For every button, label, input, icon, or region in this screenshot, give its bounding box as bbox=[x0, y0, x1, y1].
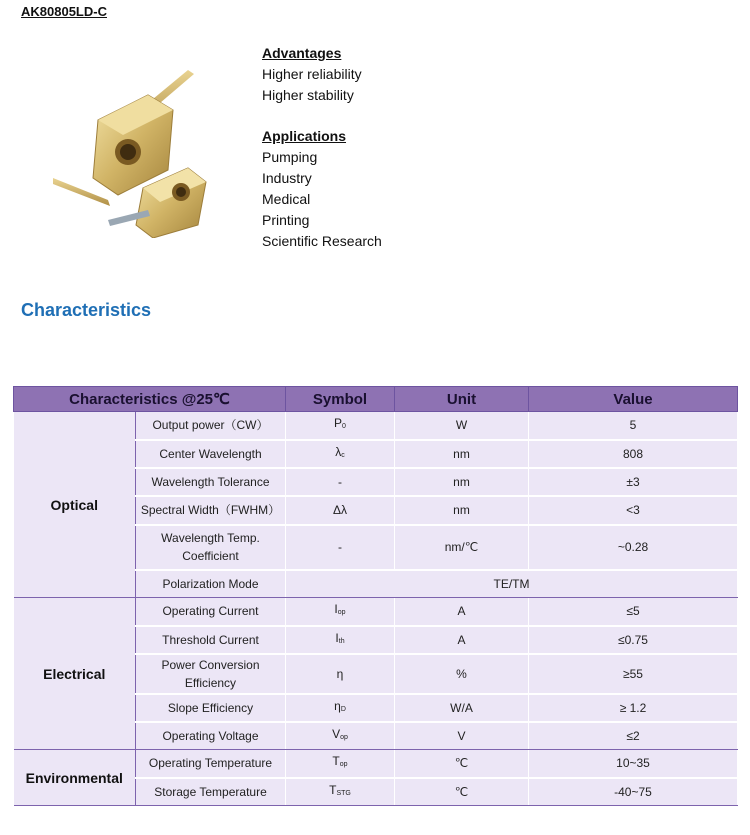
unit-cell: nm bbox=[395, 468, 529, 496]
application-item: Pumping bbox=[262, 149, 318, 165]
param-cell: Slope Efficiency bbox=[136, 694, 286, 722]
unit-cell: W bbox=[395, 412, 529, 440]
polarization-value-cell: TE/TM bbox=[286, 570, 738, 598]
param-cell: Output power（CW） bbox=[136, 412, 286, 440]
application-item: Medical bbox=[262, 191, 311, 207]
advantages-heading: Advantages bbox=[262, 45, 342, 61]
unit-cell: W/A bbox=[395, 694, 529, 722]
table-header-row bbox=[14, 387, 738, 412]
param-cell: Operating Voltage bbox=[136, 722, 286, 750]
category-electrical: Electrical bbox=[14, 598, 136, 750]
value-cell: ≥ 1.2 bbox=[529, 694, 738, 722]
unit-cell: ℃ bbox=[395, 778, 529, 806]
symbol-cell: Δλ bbox=[286, 496, 395, 525]
value-cell: 5 bbox=[529, 412, 738, 440]
category-optical: Optical bbox=[14, 412, 136, 598]
param-cell: Wavelength Tolerance bbox=[136, 468, 286, 496]
symbol-cell: - bbox=[286, 468, 395, 496]
symbol-cell: Iop bbox=[286, 598, 395, 626]
param-cell: Polarization Mode bbox=[136, 570, 286, 598]
table-row bbox=[14, 598, 738, 626]
section-title: Characteristics bbox=[21, 300, 152, 320]
param-cell: Storage Temperature bbox=[136, 778, 286, 806]
header-characteristics: Characteristics @25℃ bbox=[14, 387, 286, 412]
symbol-cell: P0 bbox=[286, 412, 395, 440]
unit-cell: ℃ bbox=[395, 750, 529, 778]
applications-section bbox=[262, 126, 382, 252]
symbol-cell: TSTG bbox=[286, 778, 395, 806]
symbol-cell: Vop bbox=[286, 722, 395, 750]
applications-heading: Applications bbox=[262, 128, 347, 144]
value-cell: 808 bbox=[529, 440, 738, 468]
advantage-item: Higher stability bbox=[262, 87, 354, 103]
symbol-cell: - bbox=[286, 525, 395, 570]
unit-cell: V bbox=[395, 722, 529, 750]
param-cell: Center Wavelength bbox=[136, 440, 286, 468]
value-cell: -40~75 bbox=[529, 778, 738, 806]
unit-cell: nm bbox=[395, 440, 529, 468]
model-number: AK80805LD-C bbox=[21, 4, 107, 19]
value-cell: ±3 bbox=[529, 468, 738, 496]
advantage-item: Higher reliability bbox=[262, 66, 362, 82]
application-item: Industry bbox=[262, 170, 312, 186]
advantages-section bbox=[262, 43, 382, 106]
unit-cell: A bbox=[395, 598, 529, 626]
unit-cell: % bbox=[395, 654, 529, 694]
param-cell: Operating Temperature bbox=[136, 750, 286, 778]
characteristics-table bbox=[13, 386, 738, 806]
symbol-cell: η bbox=[286, 654, 395, 694]
header-symbol: Symbol bbox=[286, 387, 395, 412]
header-unit: Unit bbox=[395, 387, 529, 412]
application-item: Printing bbox=[262, 212, 310, 228]
param-cell: Threshold Current bbox=[136, 626, 286, 654]
value-cell: 10~35 bbox=[529, 750, 738, 778]
category-environmental: Environmental bbox=[14, 750, 136, 806]
param-cell: Wavelength Temp. Coefficient bbox=[136, 525, 286, 570]
symbol-cell: Top bbox=[286, 750, 395, 778]
laser-diode-product-image bbox=[48, 60, 208, 238]
value-cell: ≤0.75 bbox=[529, 626, 738, 654]
value-cell: ~0.28 bbox=[529, 525, 738, 570]
application-item: Scientific Research bbox=[262, 233, 382, 249]
header-value: Value bbox=[529, 387, 738, 412]
value-cell: ≤5 bbox=[529, 598, 738, 626]
table-row bbox=[14, 750, 738, 778]
param-cell: Operating Current bbox=[136, 598, 286, 626]
param-cell: Power Conversion Efficiency bbox=[136, 654, 286, 694]
symbol-cell: ηD bbox=[286, 694, 395, 722]
value-cell: <3 bbox=[529, 496, 738, 525]
symbol-cell: Ith bbox=[286, 626, 395, 654]
symbol-cell: λc bbox=[286, 440, 395, 468]
value-cell: ≥55 bbox=[529, 654, 738, 694]
unit-cell: A bbox=[395, 626, 529, 654]
table-row bbox=[14, 412, 738, 440]
param-cell: Spectral Width（FWHM） bbox=[136, 496, 286, 525]
value-cell: ≤2 bbox=[529, 722, 738, 750]
unit-cell: nm/℃ bbox=[395, 525, 529, 570]
unit-cell: nm bbox=[395, 496, 529, 525]
product-info bbox=[262, 43, 382, 252]
